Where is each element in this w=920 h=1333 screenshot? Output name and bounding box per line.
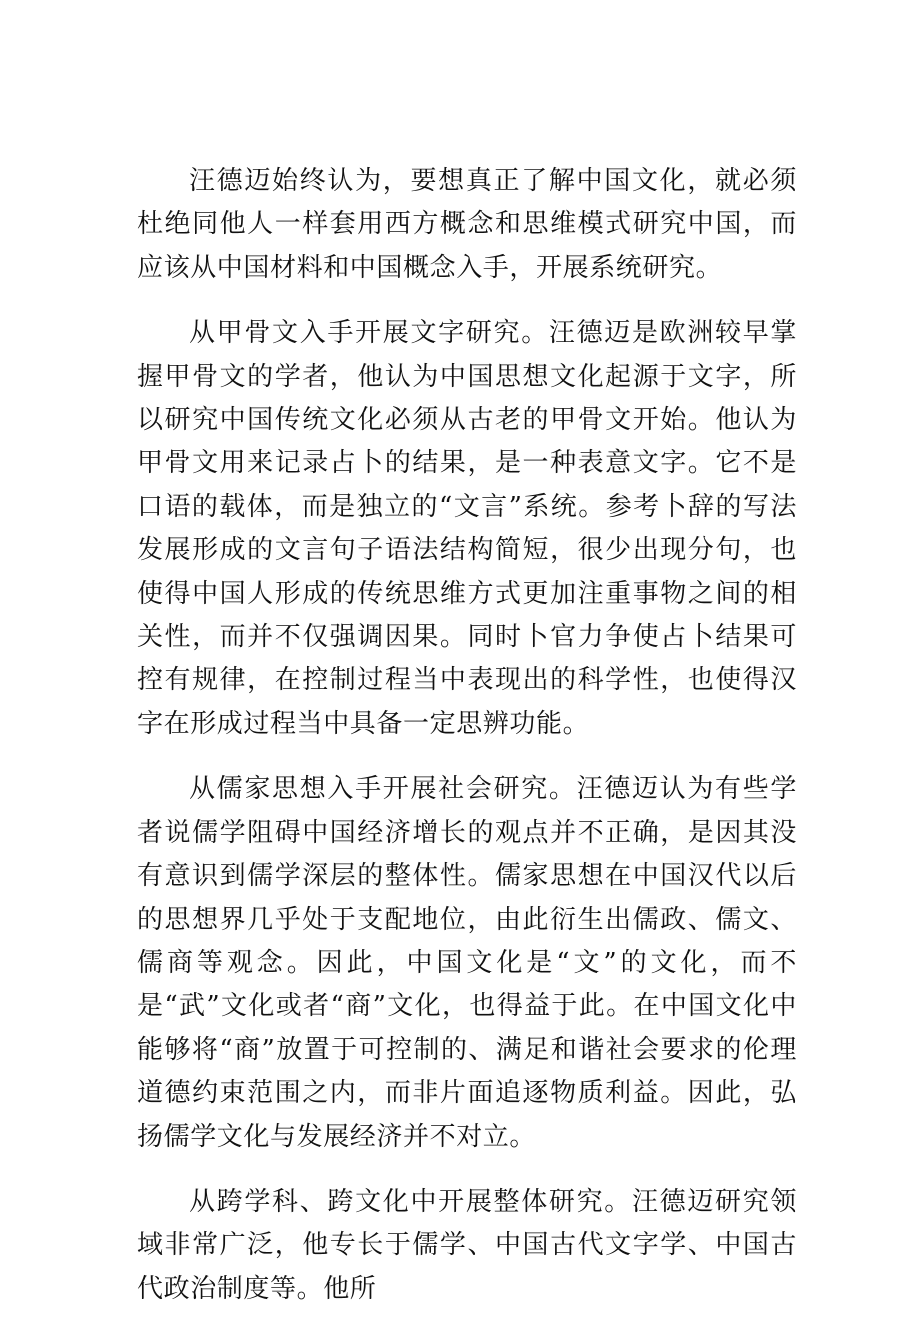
paragraph-oracle-bone-research: 从甲骨文入手开展文字研究。汪德迈是欧洲较早掌握甲骨文的学者，他认为中国思想文化起源于文字，所以研究中国传统文化必须从古老的甲骨文开始。他认为甲骨文用来记录占卜的结果，是一种表意文字。它不是口语的载体，而是独立的“文言”系统。参考卜辞的写法发展形成的文言句子语法结构简短，很少出现分句，也使得中国人形成的传统思维方式更加注重事物之间的相关性，而并不仅强调因果。同时卜官力争使占卜结果可控有规律，在控制过程当中表现出的科学性，也使得汉字在形成过程当中具备一定思辨功能。 xyxy=(137,318,797,739)
paragraph-intro: 汪德迈始终认为，要想真正了解中国文化，就必须杜绝同他人一样套用西方概念和思维模式研究中国，而应该从中国材料和中国概念入手，开展系统研究。 xyxy=(137,166,797,283)
document-page xyxy=(137,160,797,1333)
paragraph-interdisciplinary-research: 从跨学科、跨文化中开展整体研究。汪德迈研究领域非常广泛，他专长于儒学、中国古代文字学、中国古代政治制度等。他所 xyxy=(137,1186,797,1304)
paragraph-confucian-research: 从儒家思想入手开展社会研究。汪德迈认为有些学者说儒学阻碍中国经济增长的观点并不正确，是因其没有意识到儒学深层的整体性。儒家思想在中国汉代以后的思想界几乎处于支配地位，由此衍生出儒政、儒文、儒商等观念。因此，中国文化是“文”的文化，而不是“武”文化或者“商”文化，也得益于此。在中国文化中能够将“商”放置于可控制的、满足和谐社会要求的伦理道德约束范围之内，而非片面追逐物质利益。因此，弘扬儒学文化与发展经济并不对立。 xyxy=(137,774,797,1152)
